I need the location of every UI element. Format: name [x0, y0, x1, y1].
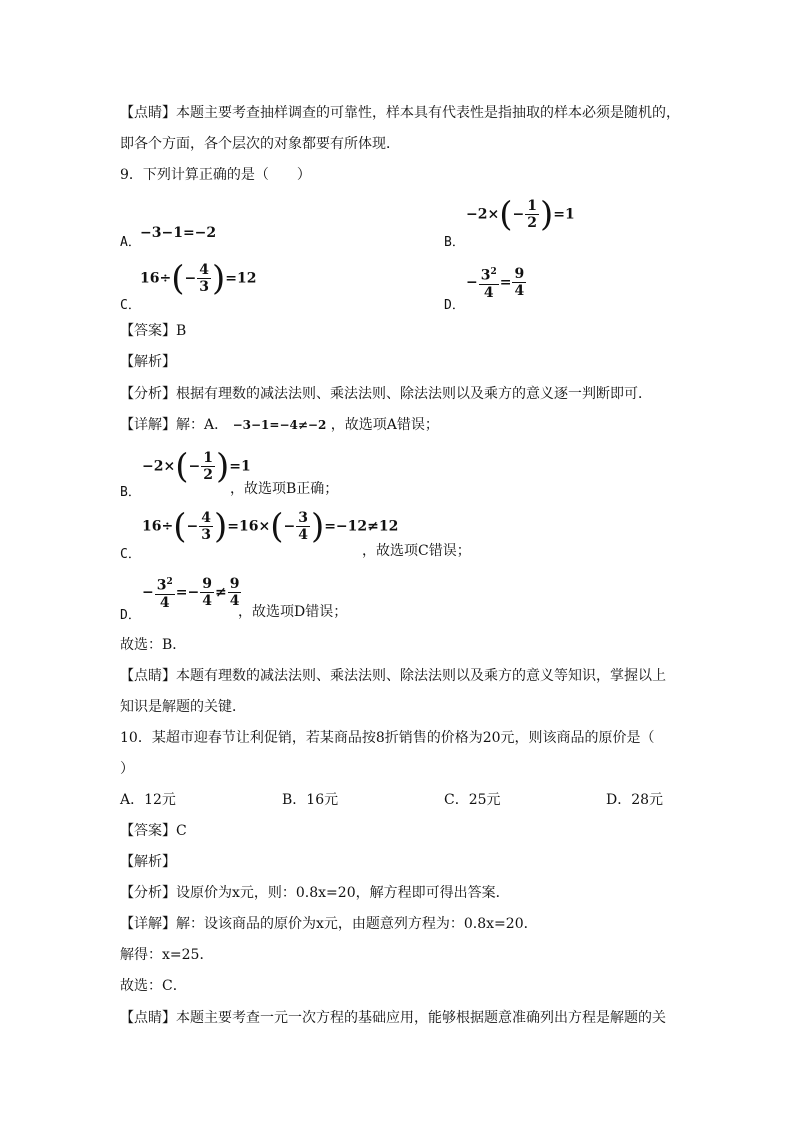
q9-option-b-label: B． [444, 235, 465, 250]
q10-option-b: B．16元 [282, 792, 339, 808]
detail-9-a [120, 415, 439, 435]
choose-9: 故选：B． [120, 637, 187, 653]
solve-10: 解得：x=25． [120, 947, 214, 963]
q9-option-c-math: 16÷(− $\frac{4}{3}$ )=12 [140, 258, 257, 299]
detail-9-b-tail: ，故选项B正确； [230, 481, 339, 497]
question-10-line-1: 10．某超市迎春节让利促销，若某商品按8折销售的价格为20元，则该商品的原价是（ [120, 730, 655, 746]
detail-9-a-tail: ，故选项A错误； [330, 417, 439, 433]
detail-9-c-tail: ，故选项C错误； [362, 543, 471, 559]
q9-option-c-label: C． [120, 298, 141, 313]
q10-option-a: A．12元 [120, 792, 176, 808]
comment-9-line-1: 【点睛】本题有理数的减法法则、乘法法则、除法法则以及乘方的意义等知识，掌握以上 [120, 668, 666, 684]
detail-9-b-label: B． [120, 485, 141, 500]
analysis-10-heading: 【解析】 [120, 854, 176, 870]
analysis-9-heading: 【解析】 [120, 354, 176, 370]
comment-line-1: 【点睛】本题主要考查抽样调查的可靠性，样本具有代表性是指抽取的样本必须是随机的， [120, 105, 680, 121]
detail-9-a-math: −3−1=−4≠−2 [232, 418, 327, 432]
question-10-line-2: ） [120, 761, 134, 777]
detail-9-d-label: D． [120, 608, 141, 623]
comment-10: 【点睛】本题主要考查一元一次方程的基础应用，能够根据题意准确列出方程是解题的关 [120, 1010, 666, 1026]
choose-10: 故选：C． [120, 978, 187, 994]
detail-9-d-tail: ，故选项D错误； [238, 604, 348, 620]
analysis-9-summary: 【分析】根据有理数的减法法则、乘法法则、除法法则以及乘方的意义逐一判断即可． [120, 386, 652, 402]
q10-option-c: C．25元 [444, 792, 501, 808]
detail-9-d-math: − $\frac{3^2}{4}$ =− $\frac{9}{4}$ ≠ $\frac{9}{4}$ [142, 575, 240, 611]
detail-9-b-math: −2×(− $\frac{1}{2}$ )=1 [142, 446, 251, 487]
q9-option-a-math: −3−1=−2 [140, 225, 217, 241]
detail-9-c-math: 16÷(− $\frac{4}{3}$ )=16×(− $\frac{3}{4}$ )=−12≠12 [142, 506, 399, 547]
comment-9-line-2: 知识是解题的关键． [120, 699, 246, 715]
q9-option-b-math: −2×(− $\frac{1}{2}$ )=1 [466, 194, 575, 235]
q10-option-d: D．28元 [606, 792, 664, 808]
detail-10: 【详解】解：设该商品的原价为x元，由题意列方程为：0.8x=20． [120, 916, 538, 932]
analysis-10-summary: 【分析】设原价为x元，则：0.8x=20，解方程即可得出答案． [120, 885, 510, 901]
detail-9-a-prefix: 【详解】解：A． [120, 417, 229, 433]
q9-option-d-math: − $\frac{3^2}{4}$ = $\frac{9}{4}$ [466, 265, 525, 301]
question-9: 9．下列计算正确的是（ ） [120, 167, 311, 183]
comment-line-2: 即各个方面，各个层次的对象都要有所体现． [120, 136, 400, 152]
answer-9: 【答案】B [120, 323, 187, 339]
detail-9-c-label: C． [120, 547, 141, 562]
answer-10: 【答案】C [120, 823, 187, 839]
q9-option-d-label: D． [444, 298, 465, 313]
q9-option-a-label: A． [120, 235, 141, 250]
